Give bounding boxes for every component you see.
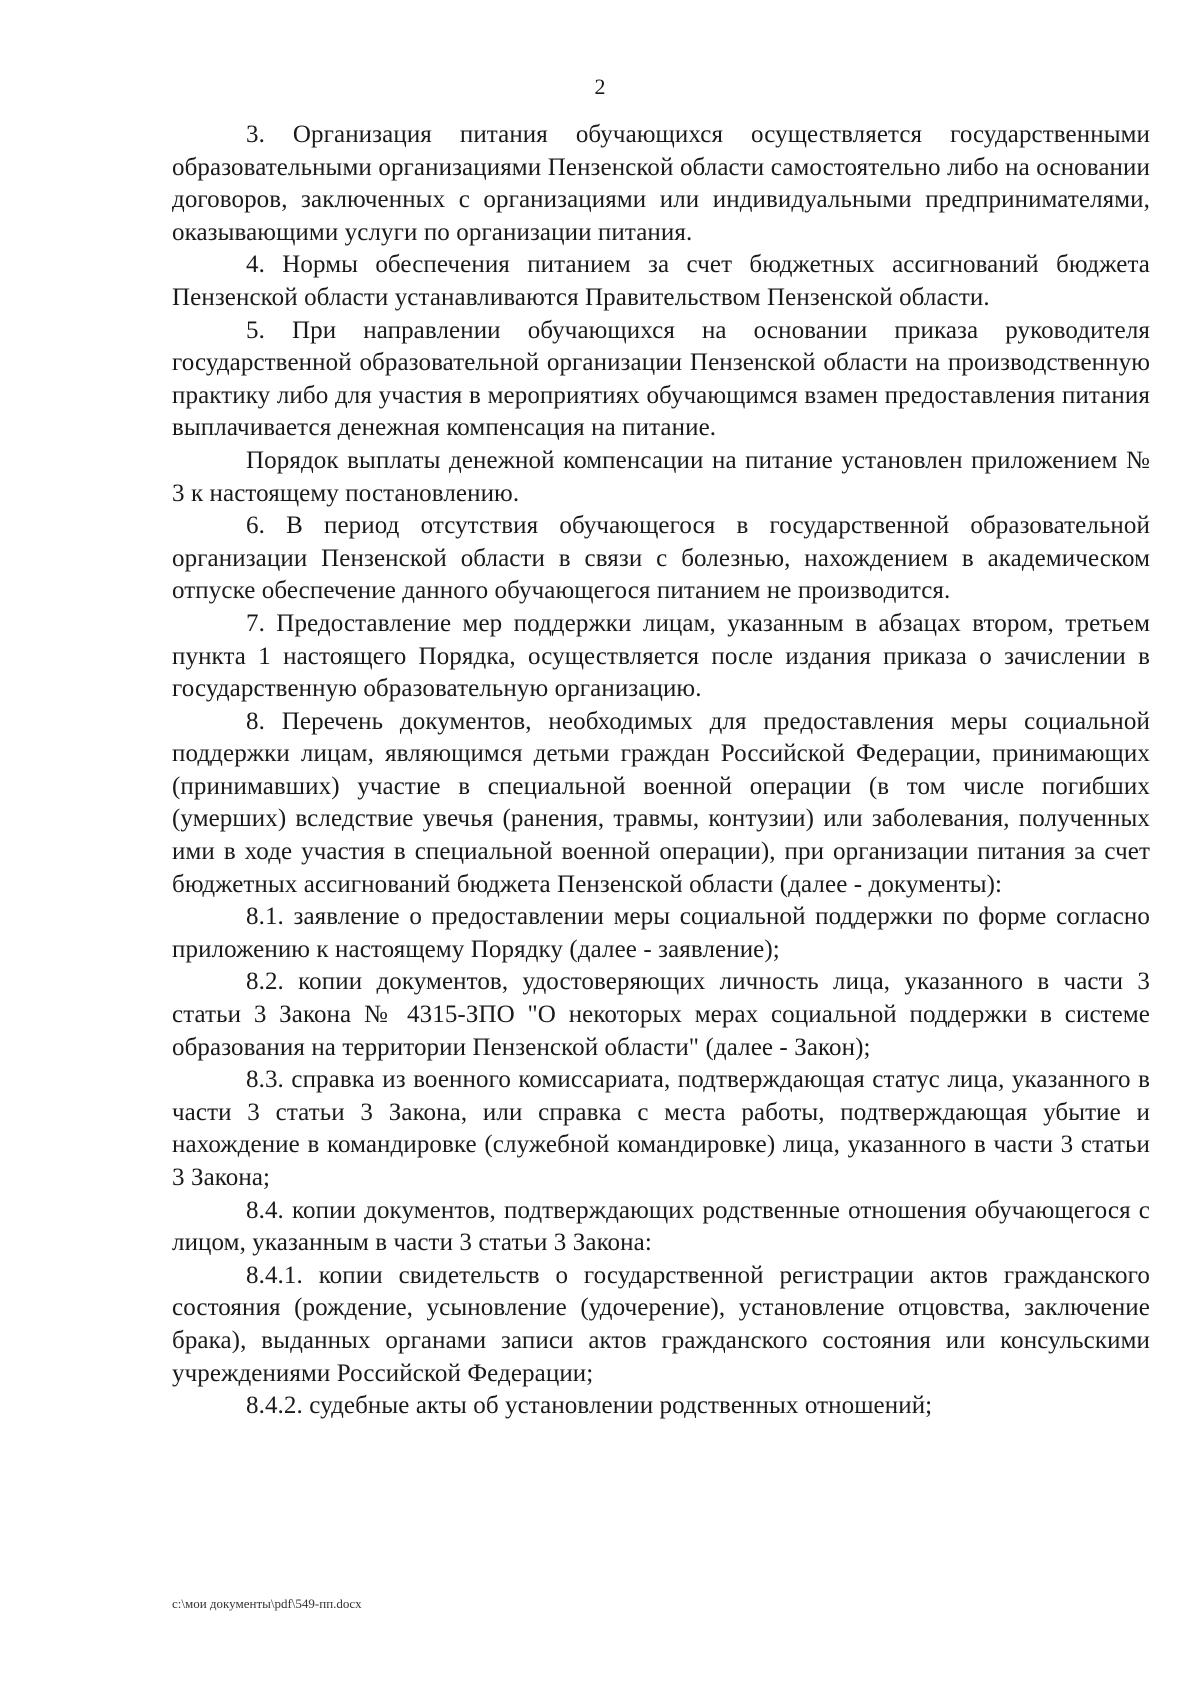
paragraph-item-8-1: 8.1. заявление о предоставлении меры социальной поддержки по форме согласно приложению к настоящему Порядку (далее - заявление); [172, 903, 1150, 963]
paragraph-compensation-procedure: Порядок выплаты денежной компенсации на питание установлен приложением № 3 к настоящему постановлению. [172, 446, 1150, 507]
paragraph-item-4: 4. Нормы обеспечения питанием за счет бюджетных ассигнований бюджета Пензенской области устанавливаются Правительством Пензенской области. [172, 251, 1150, 311]
footer-file-path: c:\мои документы\pdf\549-пп.docx [172, 1596, 362, 1611]
paragraph-item-5: 5. При направлении обучающихся на основании приказа руководителя государственной образовательной организации Пензенской области на производственную практику либо для участия в мероприятиях обучающимся взамен предоставления питания выплачивается денежная компенсация на питание. [172, 316, 1150, 442]
paragraph-item-8-4: 8.4. копии документов, подтверждающих родственные отношения обучающегося с лицом, указанным в части 3 статьи 3 Закона: [172, 1196, 1150, 1257]
paragraph-item-3: 3. Организация питания обучающихся осуществляется государственными образовательными организациями Пензенской области самостоятельно либо на основании договоров, заключенных с организациями или индивидуальными предпринимателями, оказывающими услуги по организации питания. [172, 121, 1150, 246]
page-number: 2 [594, 74, 606, 99]
paragraph-item-8-4-1: 8.4.1. копии свидетельств о государственной регистрации актов гражданского состояния (рождение, усыновление (удочерение), установление отцовства, заключение брака), выданных органами записи актов гражданского состояния или консульскими учреждениями Российской Федерации; [172, 1261, 1150, 1387]
paragraph-item-8-4-2: 8.4.2. судебные акты об установлении родственных отношений; [246, 1392, 933, 1420]
paragraph-item-8-3: 8.3. справка из военного комиссариата, подтверждающая статус лица, указанного в части 3 статьи 3 Закона, или справка с места работы, подтверждающая убытие и нахождение в командировке (служебной командировке) лица, указанного в части 3 статьи 3 Закона; [172, 1066, 1150, 1191]
paragraph-item-8-2: 8.2. копии документов, удостоверяющих личность лица, указанного в части 3 статьи 3 Закона № 4315-ЗПО "О некоторых мерах социальной поддержки в системе образования на территории Пензенской области" (далее - Закон); [172, 968, 1150, 1061]
paragraph-item-7: 7. Предоставление мер поддержки лицам, указанным в абзацах втором, третьем пункта 1 настоящего Порядка, осуществляется после издания приказа о зачислении в государственную образовательную организацию. [172, 609, 1150, 703]
paragraph-item-6: 6. В период отсутствия обучающегося в государственной образовательной организации Пензенской области в связи с болезнью, нахождением в академическом отпуске обеспечение данного обучающегося питанием не производится. [172, 512, 1150, 605]
paragraph-item-8: 8. Перечень документов, необходимых для предоставления меры социальной поддержки лицам, являющимся детьми граждан Российской Федерации, принимающих (принимавших) участие в специальной военной операции (в том числе погибших (умерших) вследствие увечья (ранения, травмы, контузии) или заболевания, полученных ими в ходе участия в специальной военной операции), при организации питания за счет бюджетных ассигнований бюджета Пензенской области (далее - документы): [172, 707, 1150, 898]
document-body [172, 119, 1150, 1423]
